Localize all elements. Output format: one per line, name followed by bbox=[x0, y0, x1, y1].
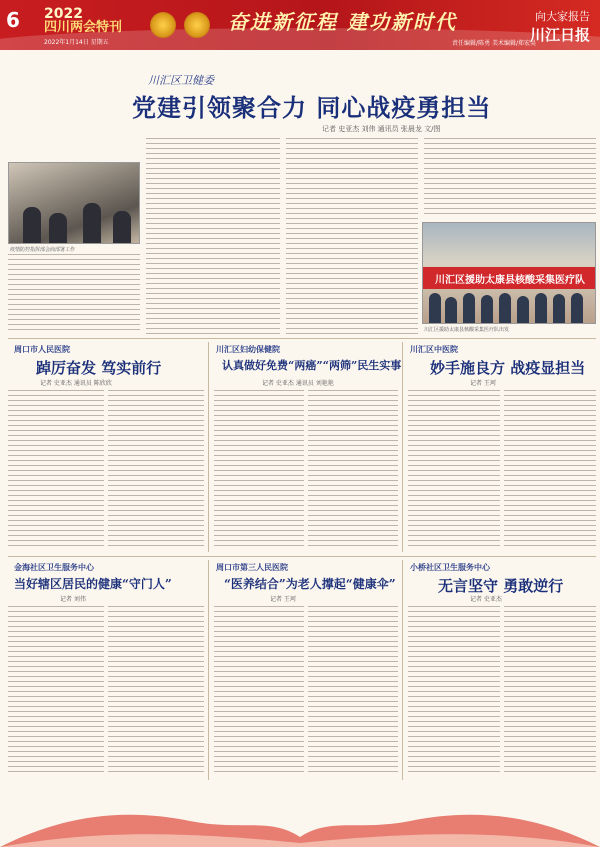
section-title: “医养结合”为老人撑起“健康伞” bbox=[224, 577, 396, 591]
section-byline: 记者 史亚杰 通讯员 刘艳艳 bbox=[262, 380, 334, 387]
section-divider bbox=[8, 338, 596, 339]
section-byline: 记者 史亚杰 通讯员 陈欣欣 bbox=[40, 380, 112, 387]
logo-text: 四川两会特刊 bbox=[44, 20, 123, 35]
section-body bbox=[8, 606, 104, 776]
photo-figure bbox=[83, 203, 101, 243]
right-hand-shape bbox=[300, 815, 600, 847]
photo2-caption: 川汇区援助太康县核酸采集医疗队出发 bbox=[424, 327, 510, 333]
photo-figure bbox=[49, 213, 67, 243]
report-title: 向大家报告 bbox=[535, 10, 590, 23]
section-title: 认真做好免费“两癌”“两筛”民生实事 bbox=[222, 359, 402, 372]
section-title: 妙手施良方 战疫显担当 bbox=[430, 359, 586, 377]
lead-byline: 记者 史亚杰 刘伟 通讯员 张晨龙 文/图 bbox=[322, 125, 441, 133]
photo-figure bbox=[571, 293, 583, 323]
lead-body-column-3 bbox=[286, 138, 418, 334]
section-tag: 周口市人民医院 bbox=[14, 345, 70, 354]
section-byline: 记者 史亚杰 bbox=[470, 596, 502, 603]
section-title: 无言坚守 勇敢逆行 bbox=[438, 577, 564, 595]
photo-figure bbox=[445, 297, 457, 323]
masthead-right bbox=[530, 8, 590, 45]
section-body bbox=[108, 390, 204, 550]
team-banner: 川汇区援助太康县核酸采集医疗队 bbox=[423, 267, 596, 289]
section-body bbox=[8, 390, 104, 550]
editors-line: 责任编辑/陈勇 美术编辑/郑宏昊 bbox=[452, 40, 536, 47]
column-divider bbox=[208, 560, 209, 780]
section-tag: 金海社区卫生服务中心 bbox=[14, 563, 94, 572]
section-byline: 记者 王珂 bbox=[270, 596, 296, 603]
section-tag: 周口市第三人民医院 bbox=[216, 563, 288, 572]
section-body bbox=[308, 606, 398, 776]
photo-figure bbox=[113, 211, 131, 243]
photo-figure bbox=[517, 296, 529, 323]
lead-photo-medical-team bbox=[422, 222, 596, 324]
section-title: 踔厉奋发 笃实前行 bbox=[36, 359, 162, 377]
section-tag: 川汇区妇幼保健院 bbox=[216, 345, 280, 354]
photo-figure bbox=[499, 293, 511, 323]
lead-kicker: 川汇区卫健委 bbox=[148, 74, 214, 87]
photo-figure bbox=[429, 293, 441, 323]
lead-headline: 党建引领聚合力 同心战疫勇担当 bbox=[132, 93, 492, 122]
lead-photo-caption: 疫情防控指挥部会商部署工作 bbox=[10, 247, 76, 253]
party-emblem-icon bbox=[184, 12, 210, 38]
paper-name: 川江日报 bbox=[529, 26, 590, 44]
masthead-slogan: 奋进新征程 建功新时代 bbox=[228, 10, 457, 34]
left-hand-shape bbox=[0, 815, 300, 847]
section-body bbox=[108, 606, 204, 776]
lead-body-column-4 bbox=[424, 138, 596, 218]
section-divider bbox=[8, 556, 596, 557]
page-number: 6 bbox=[6, 8, 20, 32]
section-byline: 记者 王珂 bbox=[470, 380, 496, 387]
lead-photo-meeting bbox=[8, 162, 140, 244]
section-body bbox=[408, 390, 500, 550]
section-tag: 小桥社区卫生服务中心 bbox=[410, 563, 490, 572]
section-body bbox=[214, 390, 304, 550]
section-tag: 川汇区中医院 bbox=[410, 345, 458, 354]
section-body bbox=[504, 390, 596, 550]
section-body bbox=[308, 390, 398, 550]
masthead bbox=[0, 0, 600, 50]
hands-decoration-icon bbox=[0, 777, 600, 847]
dateline: 2022年1月14日 星期五 bbox=[44, 39, 109, 46]
photo-figure bbox=[463, 293, 475, 323]
photo-figure bbox=[553, 294, 565, 323]
section-title: 当好辖区居民的健康“守门人” bbox=[14, 577, 172, 591]
lead-body-column-2 bbox=[146, 138, 280, 334]
column-divider bbox=[402, 560, 403, 780]
column-divider bbox=[402, 342, 403, 552]
photo-figure bbox=[481, 295, 493, 323]
photo-figure bbox=[535, 293, 547, 323]
logo-year: 2022 bbox=[44, 6, 83, 22]
lead-body-column-1 bbox=[8, 254, 140, 334]
column-divider bbox=[208, 342, 209, 552]
national-emblem-icon bbox=[150, 12, 176, 38]
section-byline: 记者 刘伟 bbox=[60, 596, 86, 603]
section-body bbox=[214, 606, 304, 776]
two-sessions-logo bbox=[44, 8, 122, 34]
hands-glow bbox=[0, 834, 600, 847]
photo-figure bbox=[23, 207, 41, 243]
section-body bbox=[504, 606, 596, 776]
section-body bbox=[408, 606, 500, 776]
